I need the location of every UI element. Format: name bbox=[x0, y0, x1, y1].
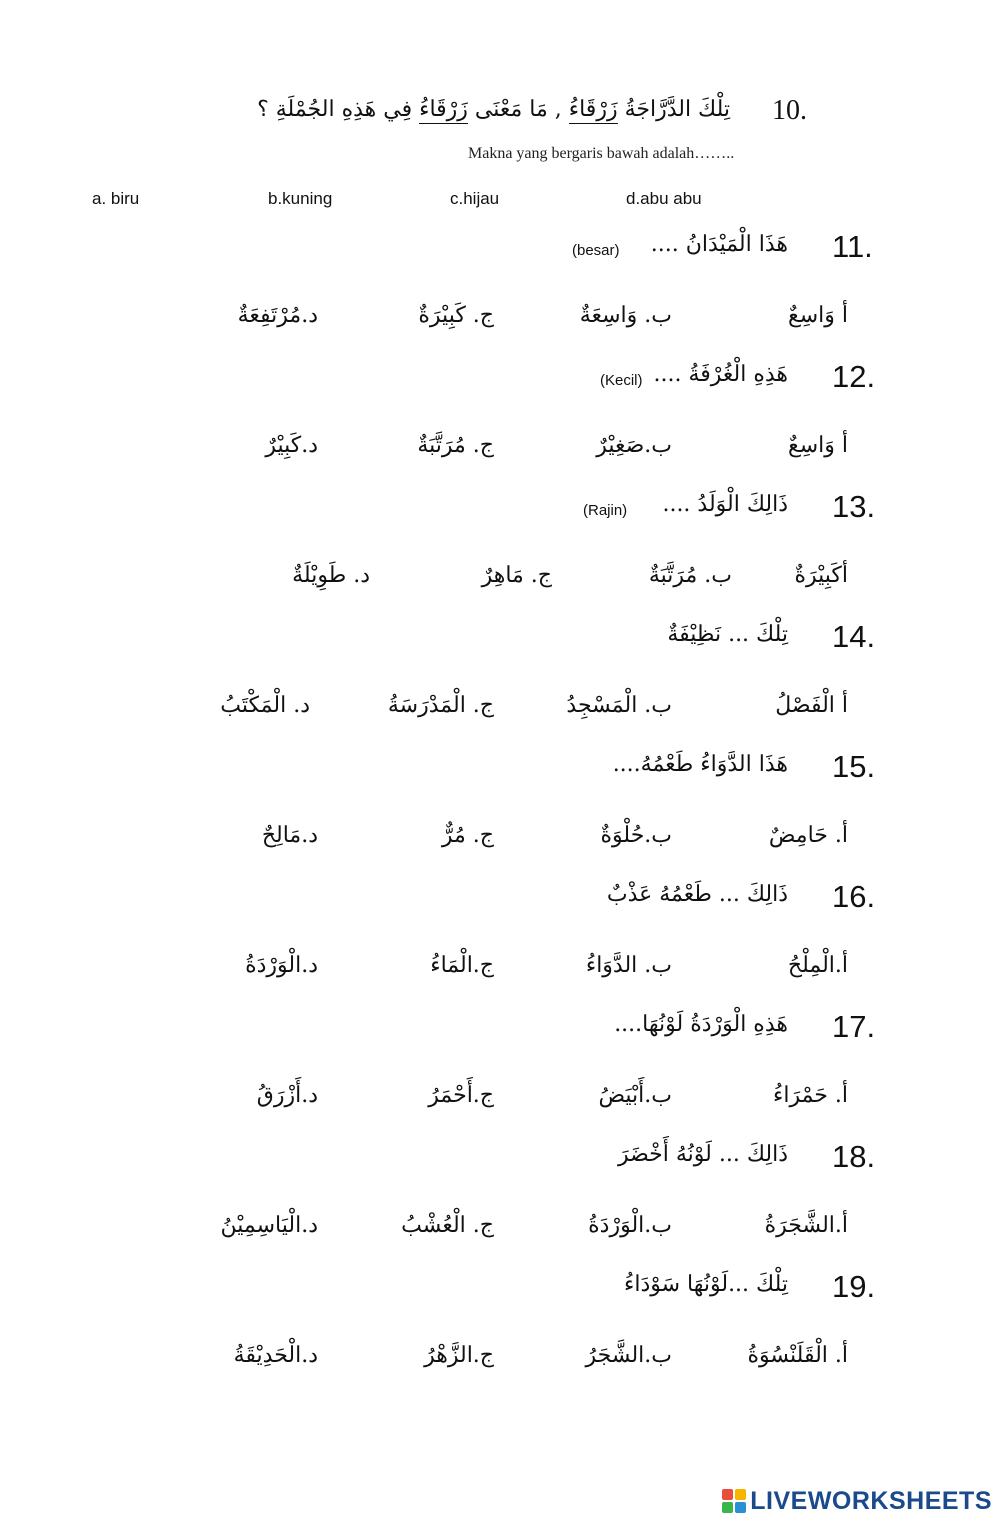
question-13-option-b[interactable]: ب. مُرَتَّبَةٌ bbox=[648, 563, 732, 588]
question-12-hint: (Kecil) bbox=[600, 372, 643, 389]
liveworksheets-logo[interactable] bbox=[722, 1486, 992, 1516]
question-18-option-b[interactable]: ب.الْوَرْدَةُ bbox=[588, 1213, 672, 1238]
question-10-underlined-word-2: زَرْقَاءُ bbox=[419, 97, 468, 122]
question-12-option-c[interactable]: ج. مُرَتَّبَةٌ bbox=[417, 433, 494, 458]
question-16-option-d[interactable]: د.الْوَرْدَةُ bbox=[245, 953, 318, 978]
question-10-part2: , مَا مَعْنَى bbox=[474, 97, 562, 122]
question-14-option-b[interactable]: ب. الْمَسْجِدُ bbox=[566, 693, 672, 718]
question-10-note: Makna yang bergaris bawah adalah…….. bbox=[468, 145, 735, 162]
logo-square-icon bbox=[735, 1502, 746, 1513]
question-10-part3: فِي هَذِهِ الجُمْلَةِ ؟ bbox=[257, 97, 413, 122]
question-15-option-d[interactable]: د.مَالِحٌ bbox=[261, 823, 318, 848]
question-17-number: 17. bbox=[832, 1009, 876, 1044]
question-16-option-a[interactable]: أ.الْمِلْحُ bbox=[787, 953, 848, 978]
question-11-option-c[interactable]: ج. كَبِيْرَةٌ bbox=[418, 303, 494, 328]
question-17-option-b[interactable]: ب.أَبْيَضُ bbox=[598, 1083, 672, 1108]
logo-square-icon bbox=[735, 1489, 746, 1500]
question-10-option-b[interactable]: b.kuning bbox=[268, 189, 333, 208]
question-19-number: 19. bbox=[832, 1269, 876, 1304]
logo-square-icon bbox=[722, 1489, 733, 1500]
question-19-option-c[interactable]: ج.الزَّهْرُ bbox=[424, 1343, 494, 1368]
question-10-option-a[interactable]: a. biru bbox=[92, 189, 140, 208]
question-17-option-d[interactable]: د.أَزْرَقُ bbox=[256, 1083, 318, 1108]
question-17-option-a[interactable]: أ. حَمْرَاءُ bbox=[772, 1083, 848, 1108]
question-10-underlined-word: زَرْقَاءُ bbox=[568, 97, 618, 122]
question-11-hint: (besar) bbox=[572, 242, 620, 259]
question-11-option-b[interactable]: ب. وَاسِعَةٌ bbox=[579, 303, 672, 328]
question-11-text: هَذَا الْمَيْدَانُ .... bbox=[650, 232, 788, 257]
question-10-option-d[interactable]: d.abu abu bbox=[626, 189, 702, 208]
question-19-option-a[interactable]: أ. الْقَلَنْسُوَةُ bbox=[747, 1343, 848, 1368]
question-14-option-d[interactable]: د. الْمَكْتَبُ bbox=[220, 693, 310, 718]
logo-square-icon bbox=[722, 1502, 733, 1513]
question-17-option-c[interactable]: ج.أَحْمَرُ bbox=[428, 1083, 494, 1108]
question-17-text: هَذِهِ الْوَرْدَةُ لَوْنُهَا.... bbox=[614, 1012, 788, 1037]
question-14-option-c[interactable]: ج. الْمَدْرَسَةُ bbox=[387, 693, 494, 718]
question-13-option-c[interactable]: ج. مَاهِرٌ bbox=[481, 563, 552, 588]
question-13-option-a[interactable]: أكَبِيْرَةٌ bbox=[794, 563, 848, 588]
question-15-option-b[interactable]: ب.حُلْوَةٌ bbox=[600, 823, 672, 848]
question-11-number: 11. bbox=[832, 229, 873, 264]
question-10-text bbox=[257, 97, 730, 122]
question-13-number: 13. bbox=[832, 489, 876, 524]
question-16-option-c[interactable]: ج.الْمَاءُ bbox=[430, 953, 494, 978]
question-13-hint: (Rajin) bbox=[583, 502, 628, 519]
question-10-option-c[interactable]: c.hijau bbox=[450, 189, 500, 208]
question-15-option-a[interactable]: أ. حَامِضٌ bbox=[768, 823, 848, 848]
question-15-text: هَذَا الدَّوَاءُ طَعْمُهُ.... bbox=[612, 752, 788, 777]
question-14-number: 14. bbox=[832, 619, 876, 654]
liveworksheets-logo-text: LIVEWORKSHEETS bbox=[750, 1486, 992, 1515]
question-16-text: ذَالِكَ ... طَعْمُهُ عَذْبٌ bbox=[606, 882, 788, 907]
question-11-option-d[interactable]: د.مُرْتَفِعَةٌ bbox=[237, 303, 318, 328]
question-14-text: تِلْكَ ... نَظِيْفَةٌ bbox=[667, 622, 788, 647]
question-18-option-d[interactable]: د.الْيَاسِمِيْنُ bbox=[220, 1213, 318, 1238]
question-16-number: 16. bbox=[832, 879, 876, 914]
question-12-option-b[interactable]: ب.صَغِيْرٌ bbox=[596, 433, 672, 458]
question-11-option-a[interactable]: أ وَاسِعٌ bbox=[788, 303, 848, 328]
question-18-number: 18. bbox=[832, 1139, 876, 1174]
question-10-number: 10. bbox=[772, 95, 807, 126]
question-14-option-a[interactable]: أ الْفَصْلُ bbox=[775, 693, 848, 718]
question-10-part1: تِلْكَ الدَّرَّاجَةُ bbox=[624, 97, 730, 122]
question-13-text: ذَالِكَ الْوَلَدُ .... bbox=[662, 492, 788, 517]
liveworksheets-logo-icon bbox=[722, 1489, 746, 1513]
question-18-option-a[interactable]: أ.الشَّجَرَةُ bbox=[764, 1213, 848, 1238]
question-13-option-d[interactable]: د. طَوِيْلَةٌ bbox=[292, 563, 370, 588]
question-12-text: هَذِهِ الْغُرْفَةُ .... bbox=[653, 362, 788, 387]
question-18-option-c[interactable]: ج. الْعُشْبُ bbox=[401, 1213, 494, 1238]
question-12-number: 12. bbox=[832, 359, 876, 394]
question-16-option-b[interactable]: ب. الدَّوَاءُ bbox=[585, 953, 672, 978]
question-19-option-b[interactable]: ب.الشَّجَرُ bbox=[585, 1343, 672, 1368]
question-12-option-a[interactable]: أ وَاسِعٌ bbox=[788, 433, 848, 458]
question-18-text: ذَالِكَ ... لَوْنُهُ أَخْضَرَ bbox=[617, 1142, 788, 1167]
question-19-text: تِلْكَ ...لَوْنُهَا سَوْدَاءُ bbox=[623, 1272, 788, 1297]
question-15-number: 15. bbox=[832, 749, 876, 784]
question-12-option-d[interactable]: د.كَبِيْرٌ bbox=[265, 433, 318, 458]
question-19-option-d[interactable]: د.الْحَدِيْقَةُ bbox=[233, 1343, 318, 1368]
question-15-option-c[interactable]: ج. مُرٌّ bbox=[441, 823, 494, 848]
